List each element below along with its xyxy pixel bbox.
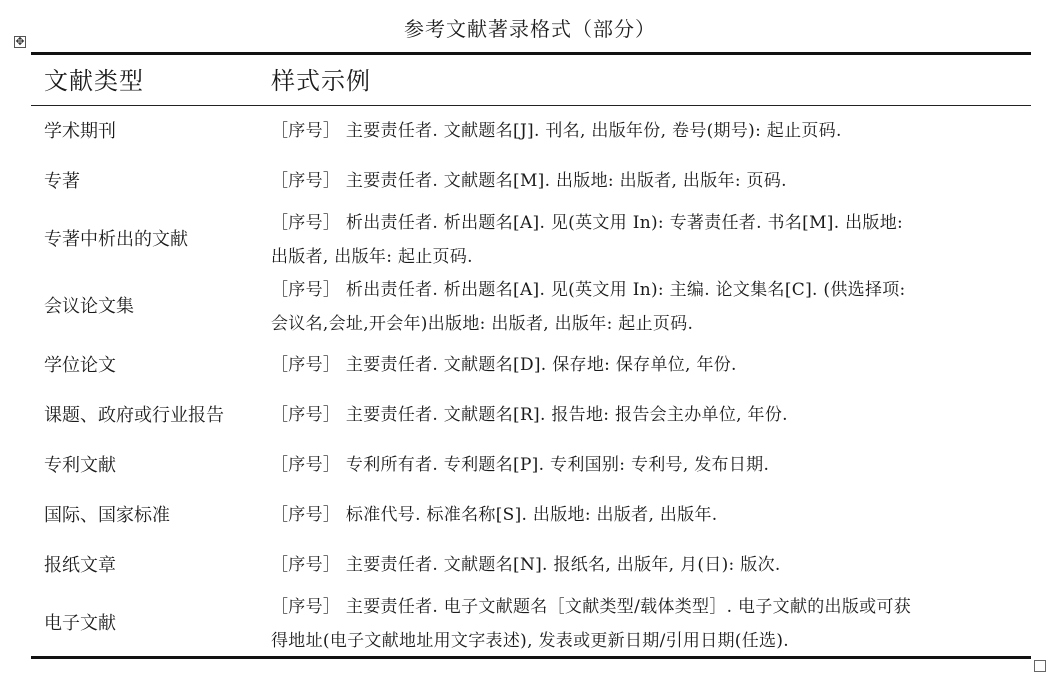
example-line: 得地址(电子文献地址用文字表述), 发表或更新日期/引用日期(任选). [271,631,789,651]
table-row [0,206,1060,274]
row-example [271,206,1026,274]
row-example [271,448,1026,482]
example-line: ［序号］ 析出责任者. 析出题名[A]. 见(英文用 In): 主编. 论文集名[C]. (供选择项: [271,280,906,300]
example-line: ［序号］ 主要责任者. 电子文献题名［文献类型/载体类型］. 电子文献的出版或可获 [271,597,912,617]
example-line: ［序号］ 专利所有者. 专利题名[P]. 专利国别: 专利号, 发布日期. [271,455,770,475]
table-row [0,273,1060,341]
table-bottom-rule [31,656,1031,659]
row-type: 报纸文章 [44,555,116,576]
caption-text: 参考文献著录格式（部分） [404,17,656,41]
example-line: ［序号］ 主要责任者. 文献题名[M]. 出版地: 出版者, 出版年: 页码. [271,171,787,191]
row-type: 专著中析出的文献 [44,229,188,250]
table-row [0,548,1060,584]
table-row [0,448,1060,484]
row-type: 电子文献 [44,613,116,634]
table-row [0,164,1060,200]
row-example [271,164,1026,198]
example-line: ［序号］ 析出责任者. 析出题名[A]. 见(英文用 In): 专著责任者. 书名[M]. 出版地: [271,213,904,233]
row-example [271,398,1026,432]
example-line: 会议名,会址,开会年)出版地: 出版者, 出版年: 起止页码. [271,314,694,334]
row-example [271,548,1026,582]
row-type: 课题、政府或行业报告 [44,405,224,426]
row-example [271,498,1026,532]
example-line: 出版者, 出版年: 起止页码. [271,247,473,267]
table-row [0,398,1060,434]
row-type: 学位论文 [44,355,116,376]
example-line: ［序号］ 主要责任者. 文献题名[D]. 保存地: 保存单位, 年份. [271,355,737,375]
row-type: 学术期刊 [44,121,116,142]
row-example [271,590,1026,658]
example-line: ［序号］ 主要责任者. 文献题名[R]. 报告地: 报告会主办单位, 年份. [271,405,788,425]
table-row [0,114,1060,150]
row-type: 国际、国家标准 [44,505,170,526]
example-line: ［序号］ 主要责任者. 文献题名[N]. 报纸名, 出版年, 月(日): 版次. [271,555,781,575]
row-example [271,273,1026,341]
example-line: ［序号］ 主要责任者. 文献题名[J]. 刊名, 出版年份, 卷号(期号): 起止页码. [271,121,842,141]
row-type: 会议论文集 [44,296,134,317]
row-example [271,114,1026,148]
table-row [0,590,1060,658]
row-example [271,348,1026,382]
table-row [0,348,1060,384]
example-line: ［序号］ 标准代号. 标准名称[S]. 出版地: 出版者, 出版年. [271,505,718,525]
row-type: 专利文献 [44,455,116,476]
column-header-type: 文献类型 [44,67,144,95]
column-header-example: 样式示例 [271,67,371,95]
table-resize-handle-icon[interactable] [1034,660,1046,672]
table-row [0,498,1060,534]
table-move-handle-icon[interactable]: ✥ [15,35,25,48]
row-type: 专著 [44,171,80,192]
